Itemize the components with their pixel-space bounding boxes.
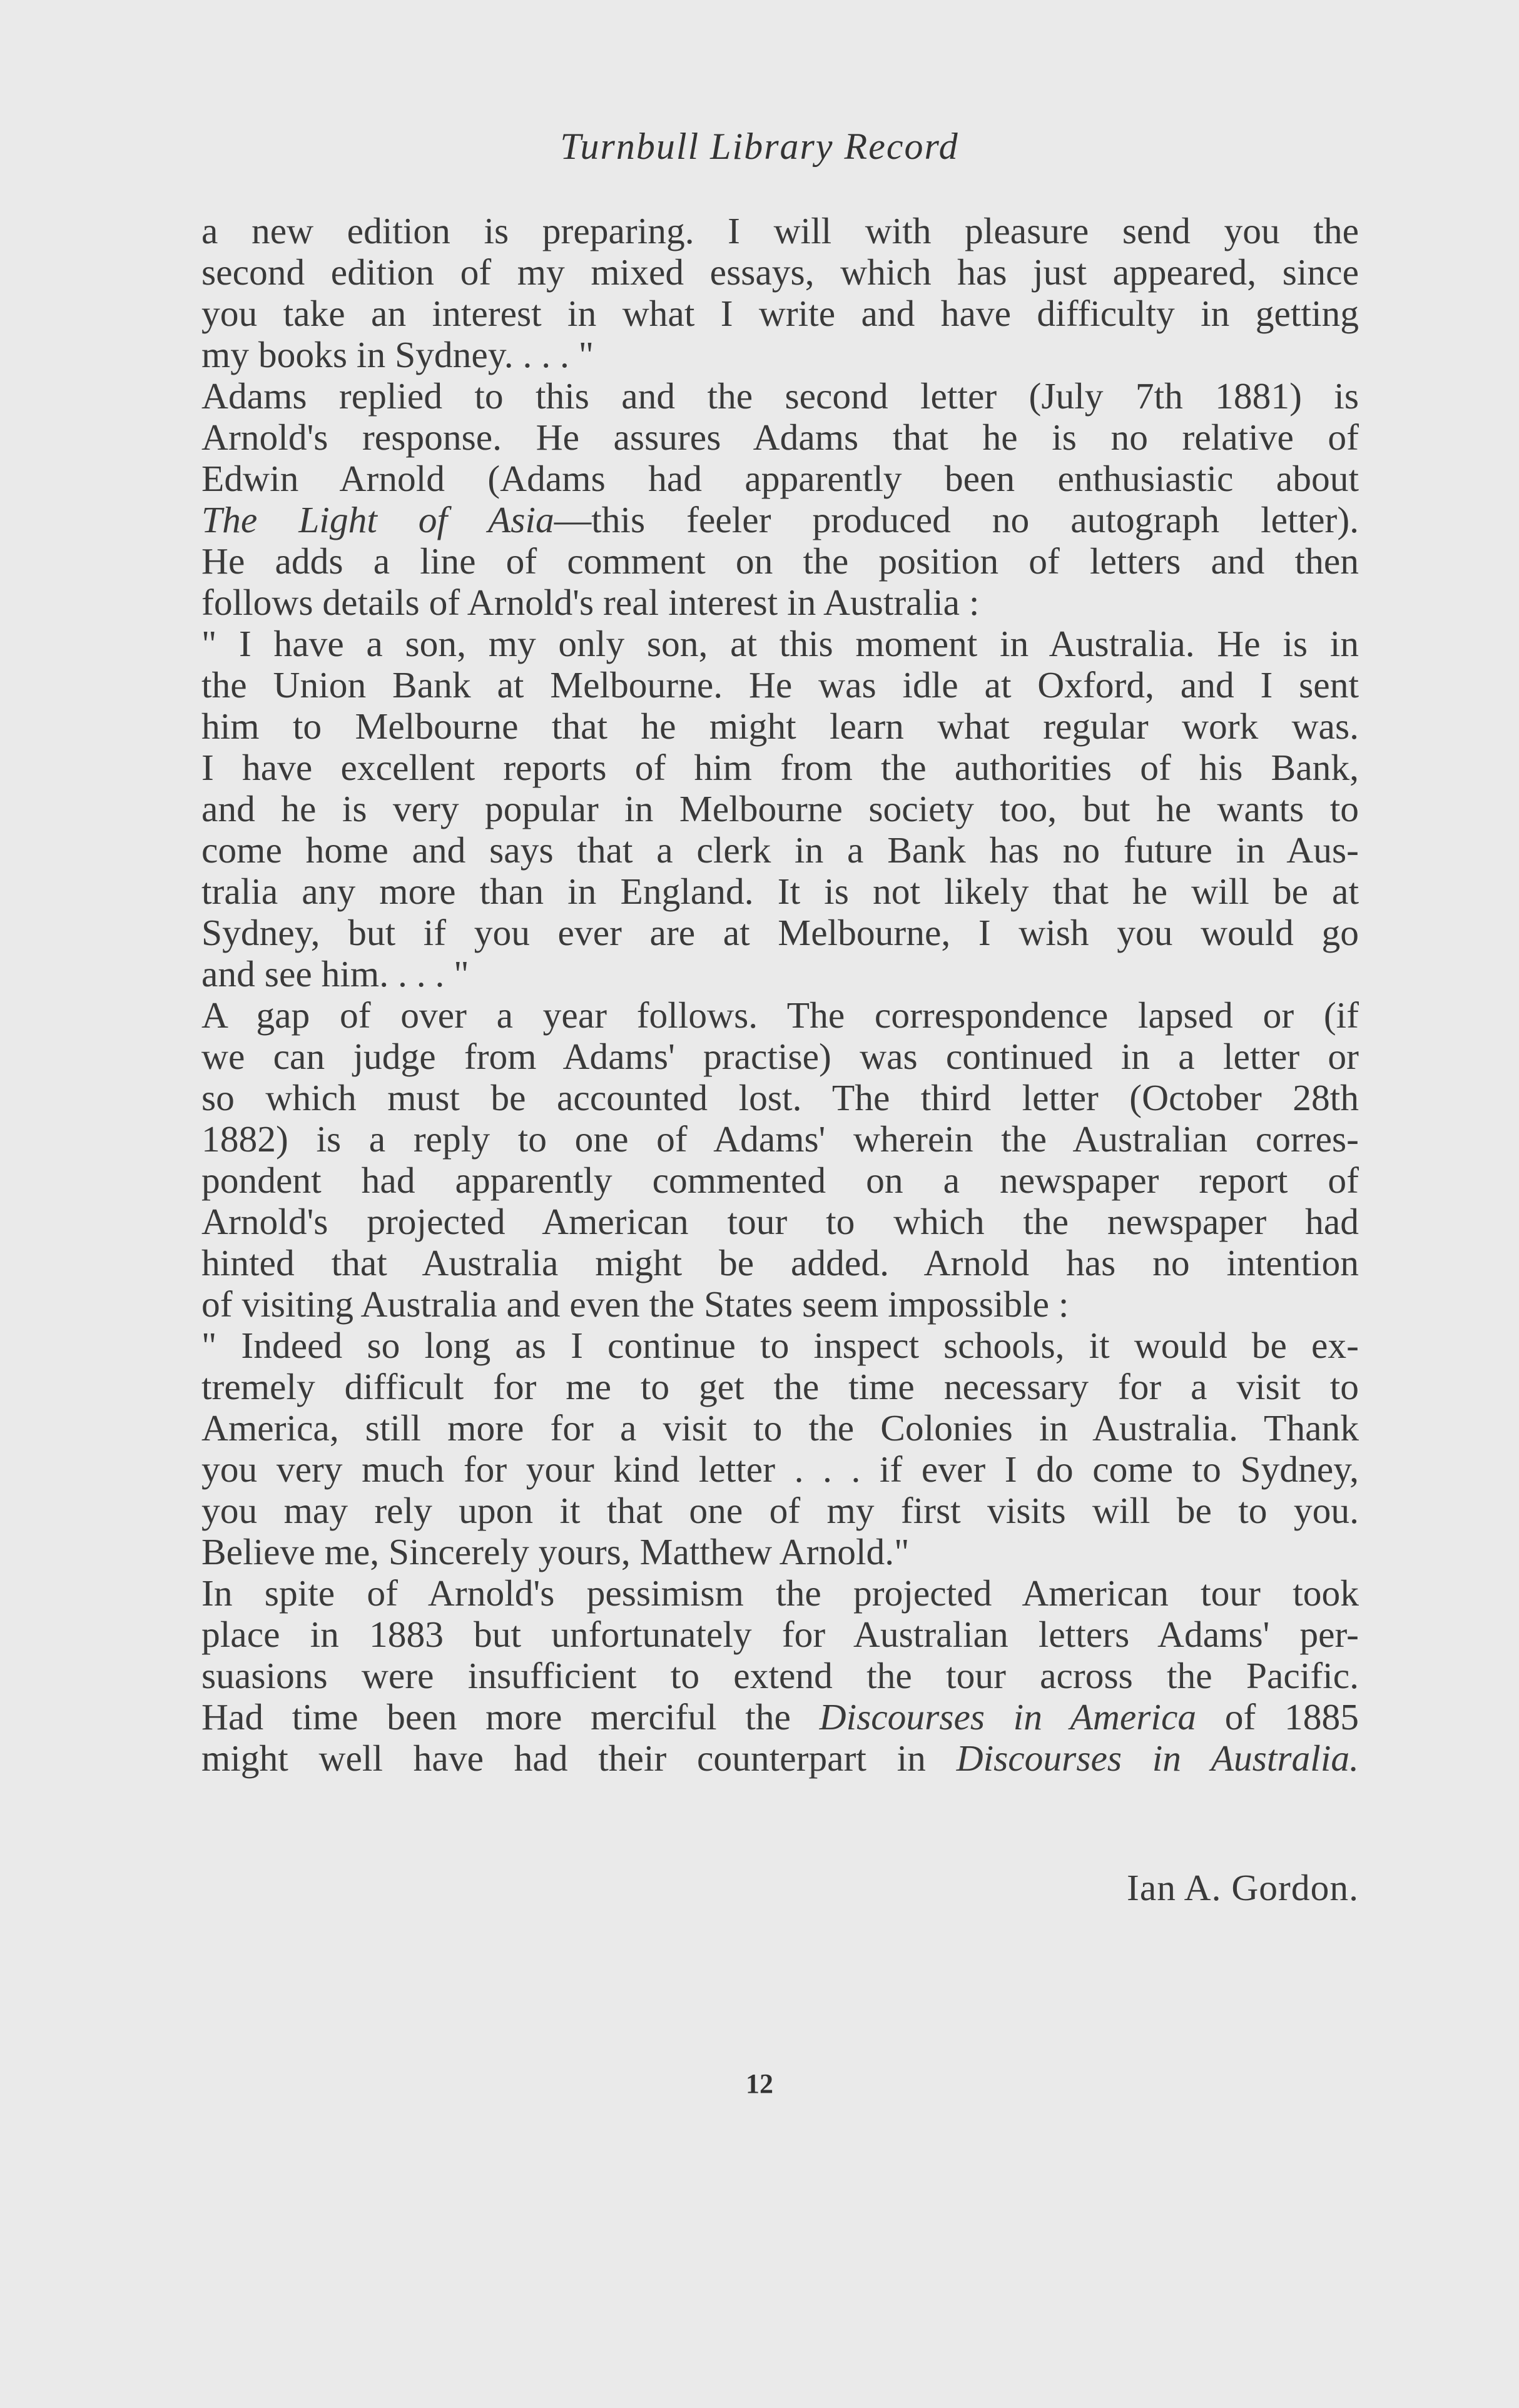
quote-line: " Indeed so long as I continue to inspect schools, it would be ex- <box>201 1325 1359 1366</box>
quote-line: tralia any more than in England. It is not likely that he will be at <box>201 871 1359 912</box>
text-line: 1882) is a reply to one of Adams' wherein the Australian corres- <box>201 1118 1359 1160</box>
text-line: In spite of Arnold's pessimism the projected American tour took <box>201 1572 1359 1614</box>
text-line-with-title: Had time been more merciful the Discourses in America of 1885 <box>201 1696 1359 1738</box>
text-line: we can judge from Adams' practise) was continued in a letter or <box>201 1036 1359 1077</box>
quote-line: you may rely upon it that one of my first visits will be to you. <box>201 1490 1359 1531</box>
quote-line: you very much for your kind letter . . . if ever I do come to Sydney, <box>201 1449 1359 1490</box>
quote-line: him to Melbourne that he might learn what regular work was. <box>201 706 1359 747</box>
book-title: Discourses in Australia. <box>956 1738 1359 1779</box>
text-line: so which must be accounted lost. The third letter (October 28th <box>201 1077 1359 1118</box>
book-title: Discourses in America <box>819 1696 1197 1738</box>
text-line-with-title: The Light of Asia—this feeler produced no autograph letter). <box>201 499 1359 540</box>
text-line: of visiting Australia and even the States seem impossible : <box>201 1283 1069 1325</box>
quote-line: and see him. . . . " <box>201 953 469 994</box>
text-line: second edition of my mixed essays, which has just appeared, since <box>201 251 1359 293</box>
text-line: Arnold's projected American tour to which the newspaper had <box>201 1201 1359 1242</box>
text-line: Edwin Arnold (Adams had apparently been enthusiastic about <box>201 458 1359 499</box>
quote-line: Believe me, Sincerely yours, Matthew Arnold." <box>201 1531 910 1572</box>
signature: Ian A. Gordon. <box>1127 1867 1359 1908</box>
quote-line: and he is very popular in Melbourne society too, but he wants to <box>201 788 1359 829</box>
quote-line: Sydney, but if you ever are at Melbourne, I wish you would go <box>201 912 1359 953</box>
text-line: He adds a line of comment on the position of letters and then <box>201 540 1359 582</box>
book-title: The Light of Asia <box>201 499 554 540</box>
running-head: Turnbull Library Record <box>560 126 959 167</box>
text-line: my books in Sydney. . . . " <box>201 334 594 375</box>
text-line: you take an interest in what I write and have difficulty in getting <box>201 293 1359 334</box>
quote-line: America, still more for a visit to the Colonies in Australia. Thank <box>201 1407 1359 1449</box>
quote-line: come home and says that a clerk in a Bank has no future in Aus- <box>201 829 1359 871</box>
quote-line: I have excellent reports of him from the authorities of his Bank, <box>201 747 1359 788</box>
text-line: suasions were insufficient to extend the tour across the Pacific. <box>201 1655 1359 1696</box>
quote-line: the Union Bank at Melbourne. He was idle at Oxford, and I sent <box>201 664 1359 706</box>
text-line: a new edition is preparing. I will with pleasure send you the <box>201 210 1359 251</box>
text-line: pondent had apparently commented on a newspaper report of <box>201 1160 1359 1201</box>
text-line: place in 1883 but unfortunately for Australian letters Adams' per- <box>201 1614 1359 1655</box>
text-line: follows details of Arnold's real interest in Australia : <box>201 582 980 623</box>
text-line-with-title: might well have had their counterpart in Discourses in Australia. <box>201 1738 1359 1779</box>
page-number: 12 <box>746 2068 773 2099</box>
quote-line: " I have a son, my only son, at this moment in Australia. He is in <box>201 623 1359 664</box>
text-line: Arnold's response. He assures Adams that he is no relative of <box>201 417 1359 458</box>
text-line: hinted that Australia might be added. Arnold has no intention <box>201 1242 1359 1283</box>
text-line: Adams replied to this and the second letter (July 7th 1881) is <box>201 375 1359 417</box>
article-body <box>201 210 1359 1779</box>
text-line: A gap of over a year follows. The correspondence lapsed or (if <box>201 994 1359 1036</box>
quote-line: tremely difficult for me to get the time necessary for a visit to <box>201 1366 1359 1407</box>
